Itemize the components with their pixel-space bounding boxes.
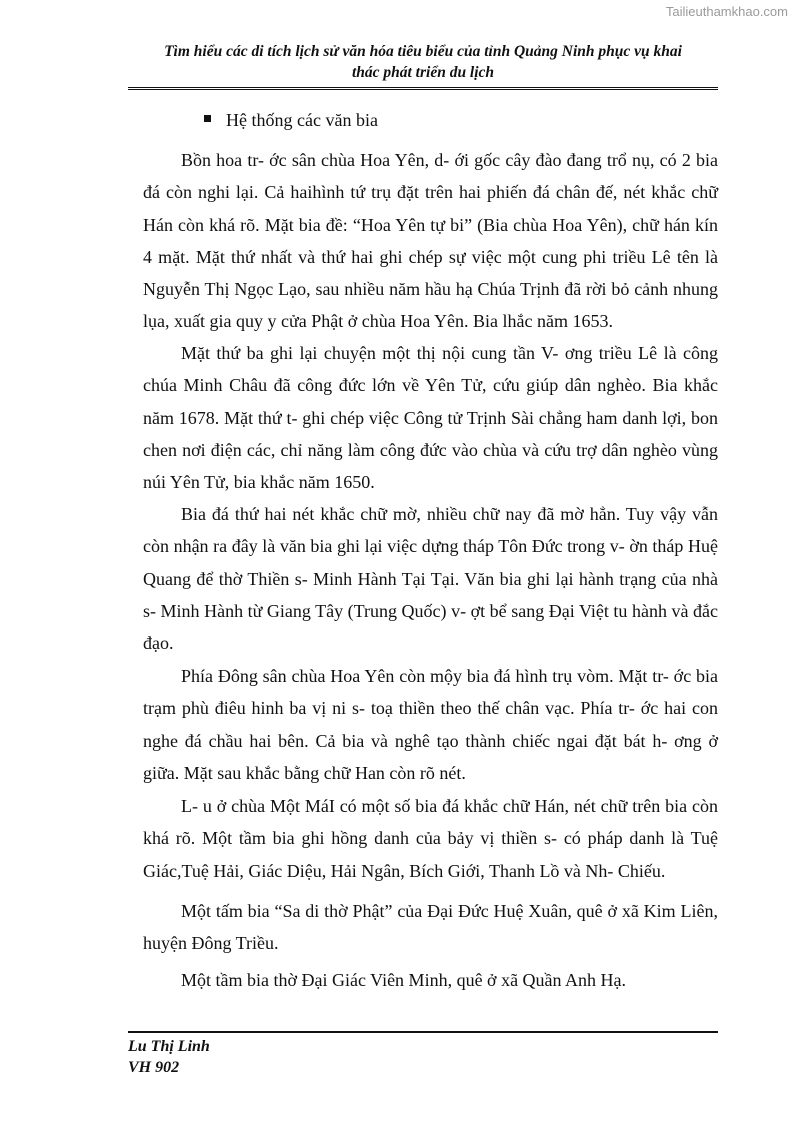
header-rule bbox=[128, 87, 718, 90]
section-heading bbox=[204, 106, 378, 134]
paragraph-6: Một tấm bia “Sa di thờ Phật” của Đại Đức Huệ Xuân, quê ở xã Kim Liên, huyện Đông Triều. bbox=[143, 901, 718, 954]
paragraph-2: Mặt thứ ba ghi lại chuyện một thị nội cung tần V- ơng triều Lê là công chúa Minh Châu đã công đức lớn về Yên Tử, cứu giúp dân nghèo. Bia khắc năm 1678. Mặt thứ t- ghi chép việc Công tử Trịnh Sài chẳng ham danh lợi, bon chen nơi điện các, chỉ năng làm công đức vào chùa và cứu trợ dân nghèo vùng núi Yên Tử, bia khắc năm 1650. bbox=[143, 343, 718, 493]
paragraph-3: Bia đá thứ hai nét khắc chữ mờ, nhiều chữ nay đã mờ hẳn. Tuy vậy vẫn còn nhận ra đây là văn bia ghi lại việc dựng tháp Tôn Đức trong v- ờn tháp Huệ Quang để thờ Thiền s- Minh Hành Tại Tại. Văn bia ghi lại hành trạng của nhà s- Minh Hành từ Giang Tây (Trung Quốc) v- ợt bể sang Đại Việt tu hành và đắc đạo. bbox=[143, 504, 718, 654]
footer-author: Lu Thị Linh bbox=[128, 1038, 210, 1055]
bullet-square-icon bbox=[204, 115, 211, 122]
paragraph-1: Bồn hoa tr- ớc sân chùa Hoa Yên, d- ới gốc cây đào đang trổ nụ, có 2 bia đá còn nghi lại. Cả haihình tứ trụ đặt trên hai phiến đá chân đế, nét khắc chữ Hán còn khá rõ. Mặt bia đề: “Hoa Yên tự bi” (Bia chùa Hoa Yên), chữ hán kín 4 mặt. Mặt thứ nhất và thứ hai ghi chép sự việc một cung phi triều Lê tên là Nguyễn Thị Ngọc Lạo, sau nhiều năm hầu hạ Chúa Trịnh đã rời bỏ cảnh nhung lụa, xuất gia quy y cửa Phật ở chùa Hoa Yên. Bia lhắc năm 1653. bbox=[143, 150, 718, 332]
paragraph-5: L- u ở chùa Một MáI có một số bia đá khắc chữ Hán, nét chữ trên bia còn khá rõ. Một tầm bia ghi hồng danh của bảy vị thiền s- có pháp danh là Tuệ Giác,Tuệ Hải, Giác Diệu, Hải Ngân, Bích Giới, Thanh Lồ và Nh- Chiếu. bbox=[143, 796, 718, 881]
header-line-1: Tìm hiểu các di tích lịch sử văn hóa tiêu biểu của tỉnh Quảng Ninh phục vụ khai bbox=[164, 43, 682, 60]
section-heading-text: Hệ thống các văn bia bbox=[226, 110, 378, 130]
paragraph-4: Phía Đông sân chùa Hoa Yên còn mộy bia đá hình trụ vòm. Mặt tr- ớc bia trạm phù điêu hinh ba vị ni s- toạ thiền theo thế chân vạc. Phía tr- ớc hai con nghe đá chầu hai bên. Cả bia và nghê tạo thành chiếc ngai đặt bát h- ơng ở giữa. Mặt sau khắc bằng chữ Han còn rõ nét. bbox=[143, 666, 718, 783]
footer-class: VH 902 bbox=[128, 1059, 180, 1076]
footer-rule bbox=[128, 1031, 718, 1033]
watermark: Tailieuthamkhao.com bbox=[665, 4, 788, 19]
header-line-2: thác phát triển du lịch bbox=[351, 64, 495, 81]
running-header bbox=[128, 41, 718, 83]
footer bbox=[128, 1036, 210, 1078]
paragraph-7: Một tầm bia thờ Đại Giác Viên Minh, quê ở xã Quần Anh Hạ. bbox=[181, 970, 627, 990]
